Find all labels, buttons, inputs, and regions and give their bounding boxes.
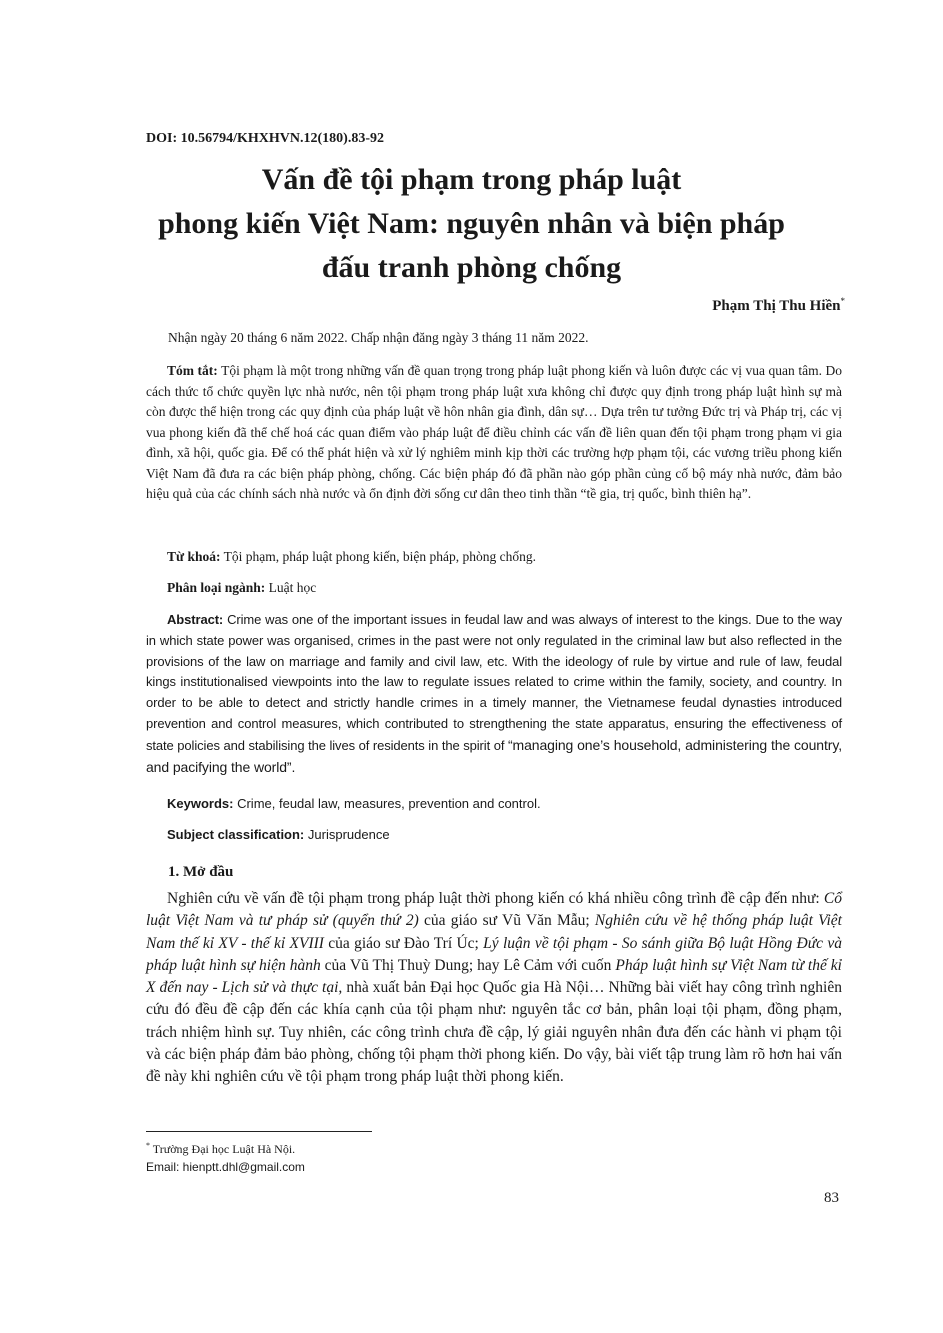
classification-en-label: Subject classification: bbox=[167, 827, 305, 842]
footnote-mark: * bbox=[146, 1141, 150, 1150]
summary-label: Tóm tắt: bbox=[167, 363, 218, 378]
abstract-en bbox=[146, 610, 842, 778]
abstract-text-end: “managing one’s household, administering the country, and pacifying the world”. bbox=[146, 736, 842, 775]
cited-work: Pháp luật hình sự Việt Nam từ thế kỉ X đến nay - Lịch sử và thực tại, bbox=[146, 956, 842, 997]
cited-work: Cổ luật Việt Nam và tư pháp sử (quyển thứ 2) bbox=[146, 890, 842, 930]
keywords-label: Từ khoá: bbox=[167, 549, 221, 564]
doi: DOI: 10.56794/KHXHVN.12(180).83-92 bbox=[146, 131, 384, 146]
summary-text: Tội phạm là một trong những vấn đề quan trọng trong pháp luật phong kiến và luôn được các vị vua quan tâm. Do cách thức tổ chức quyền lực nhà nước, nên tội phạm trong pháp luật xưa không chỉ được quy định trong pháp luật hình sự mà còn được thể hiện trong các quy định của pháp luật về hôn nhân gia đình, dân sự… Dựa trên tư tưởng Đức trị và Pháp trị, các vị vua phong kiến đã thể chế hoá các quan điểm vào pháp luật để điều chỉnh các vấn đề liên quan đến tội phạm trong phạm vi gia đình, xã hội, quốc gia. Để có thể phát hiện và xử lý nghiêm minh kịp thời các trường hợp phạm tội, các vương triều phong kiến Việt Nam đã đưa ra các biện pháp phòng, chống. Các biện pháp đó đã phần nào góp phần củng cố bộ máy nhà nước, đảm bảo hiệu quả của các chính sách nhà nước và ổn định đời sống cư dân theo tinh thần “tề gia, trị quốc, bình thiên hạ”. bbox=[146, 363, 842, 501]
author bbox=[712, 296, 845, 315]
footnote-affiliation bbox=[146, 1141, 295, 1157]
summary-vi bbox=[146, 361, 842, 505]
intro-paragraph bbox=[146, 888, 842, 1089]
keywords-text: Tội phạm, pháp luật phong kiến, biện pháp, phòng chống. bbox=[223, 549, 536, 564]
section-heading: 1. Mở đầu bbox=[168, 864, 234, 880]
cited-work: Lý luận về tội phạm - So sánh giữa Bộ luật Hồng Đức và pháp luật hình sự hiện hành bbox=[146, 934, 842, 974]
intro-text: của giáo sư Vũ Văn Mẫu; bbox=[418, 912, 595, 930]
title-line: Vấn đề tội phạm trong pháp luật bbox=[261, 163, 682, 196]
intro-text: Nghiên cứu về vấn đề tội phạm trong pháp luật thời phong kiến có khá nhiều công trình đề cập đến như: bbox=[167, 890, 824, 907]
keywords-en bbox=[146, 794, 842, 815]
page-number: 83 bbox=[824, 1190, 839, 1206]
affiliation-text: Trường Đại học Luật Hà Nội. bbox=[152, 1142, 296, 1156]
author-footnote-mark: * bbox=[840, 296, 845, 306]
title-line: đấu tranh phòng chống bbox=[321, 251, 622, 284]
classification-en-text: Jurisprudence bbox=[307, 827, 390, 842]
intro-text: nhà xuất bản Đại học Quốc gia Hà Nội… Những bài viết hay công trình nghiên cứu đó đều đề cập đến các khía cạnh của tội phạm như: nguyên tắc cơ bản, phân loại tội phạm, đồng phạm, trách nhiệm hình sự. Tuy nhiên, các công trình chưa đề cập, lý giải nguyên nhân đưa đến các hành vi phạm tội và các biện pháp đảm bảo phòng, chống tội phạm thời phong kiến. Do vậy, bài viết tập trung làm rõ hơn hai vấn đề này khi nghiên cứu về tội phạm trong pháp luật thời phong kiến. bbox=[146, 979, 842, 1086]
classification-text: Luật học bbox=[268, 580, 317, 595]
keywords-en-text: Crime, feudal law, measures, prevention and control. bbox=[237, 796, 541, 811]
classification-vi bbox=[146, 578, 842, 599]
classification-en bbox=[146, 825, 842, 846]
keywords-vi bbox=[146, 547, 842, 568]
author-name: Phạm Thị Thu Hiền bbox=[712, 298, 841, 314]
intro-text: của Vũ Thị Thuỳ Dung; hay Lê Cảm với cuốn bbox=[320, 956, 616, 974]
footnote-divider bbox=[146, 1131, 372, 1132]
received-date: Nhận ngày 20 tháng 6 năm 2022. Chấp nhận đăng ngày 3 tháng 11 năm 2022. bbox=[168, 330, 589, 345]
cited-work: Nghiên cứu về hệ thống pháp luật Việt Nam thế kỉ XV - thế kỉ XVIII bbox=[146, 912, 842, 952]
intro-text: của giáo sư Đào Trí Úc; bbox=[323, 934, 484, 952]
abstract-text: Crime was one of the important issues in feudal law and was always of interest to the kings. Due to the way in which state power was organised, crimes in the past were not only regulated in the criminal law but also reflected in the provisions of the law on marriage and family and civil law, etc. With the ideology of rule by virtue and rule of law, feudal kings institutionalised viewpoints into the law to regulate issues related to crime within the family, society, and country. In order to be able to detect and strictly handle crimes in a timely manner, the Vietnamese feudal dynasties introduced prevention and control measures, which contributed to strengthening the state apparatus, ensuring the effectiveness of state policies and stabilising the lives of residents in the spirit of bbox=[146, 612, 842, 753]
keywords-en-label: Keywords: bbox=[167, 796, 234, 811]
article-title bbox=[100, 158, 843, 290]
title-line: phong kiến Việt Nam: nguyên nhân và biện pháp bbox=[158, 207, 785, 240]
abstract-label: Abstract: bbox=[167, 612, 224, 627]
footnote-email: Email: hienptt.dhl@gmail.com bbox=[146, 1160, 305, 1174]
classification-label: Phân loại ngành: bbox=[167, 580, 266, 595]
